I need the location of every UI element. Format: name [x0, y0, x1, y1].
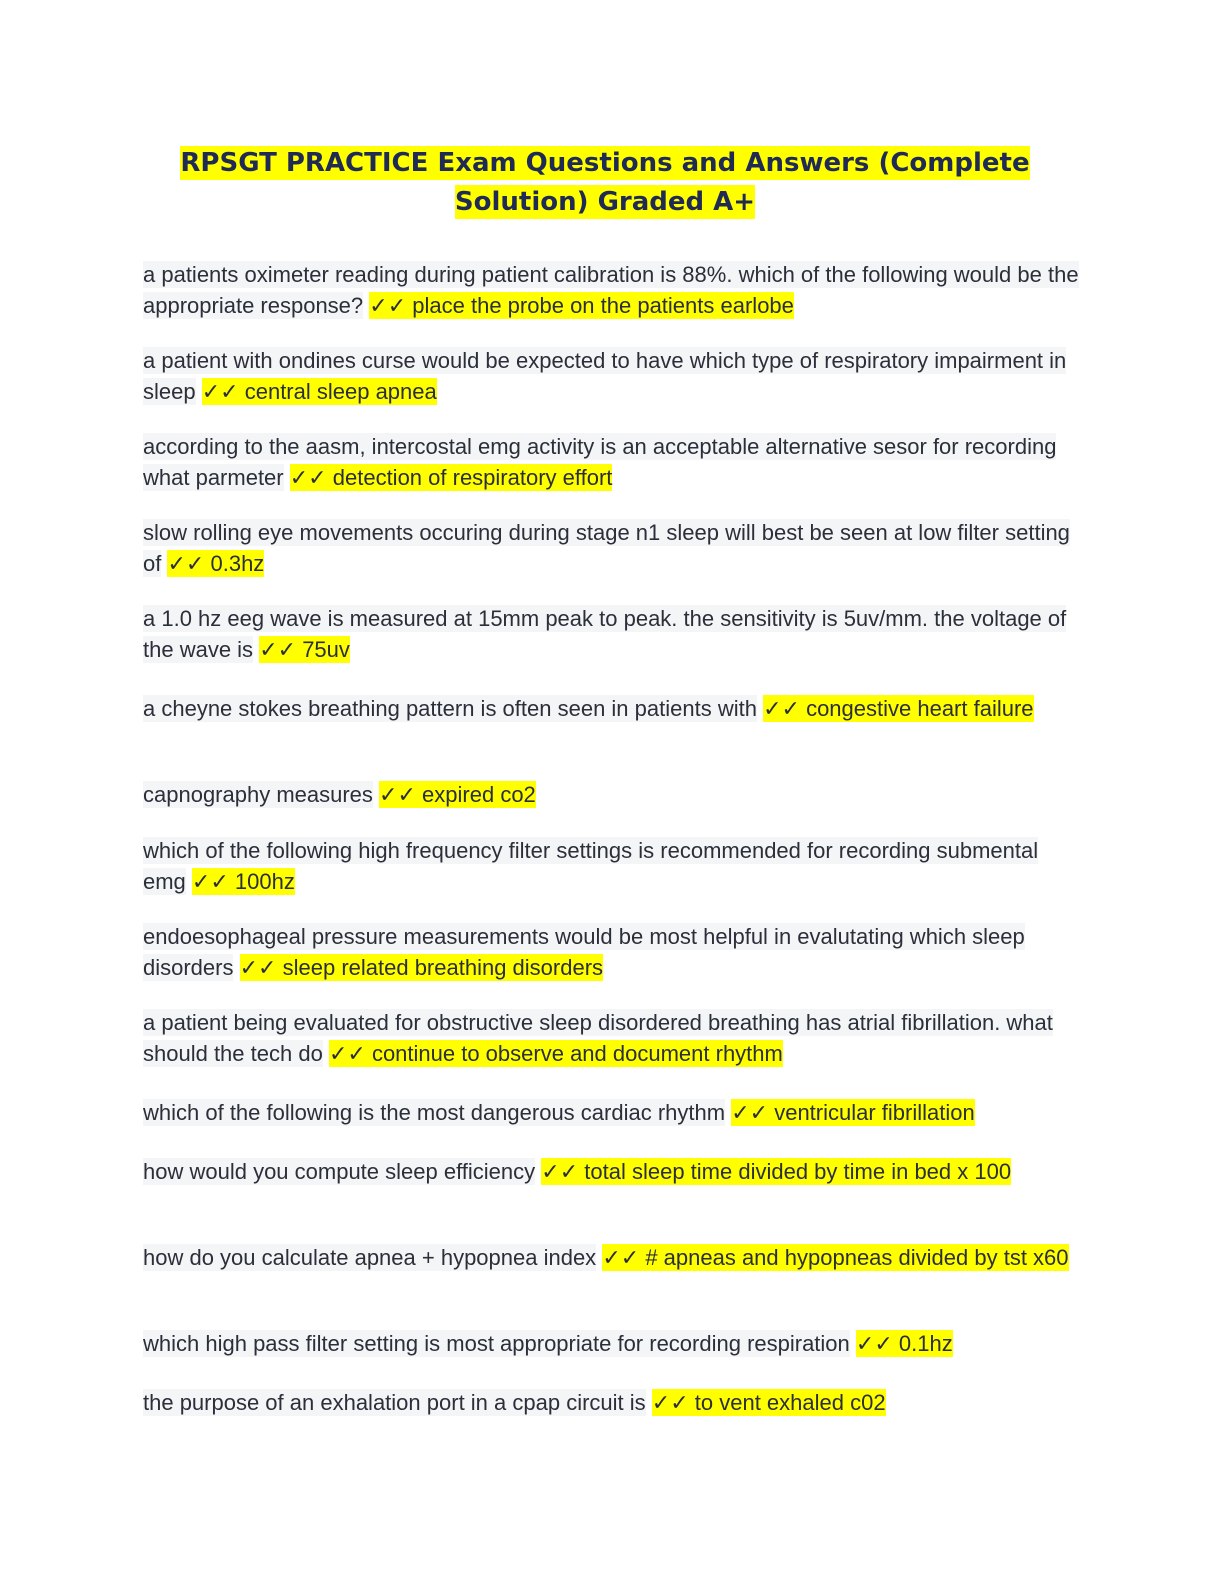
answer-highlight	[202, 378, 437, 405]
question-text: a cheyne stokes breathing pattern is often seen in patients with	[143, 696, 757, 721]
question-text: which high pass filter setting is most appropriate for recording respiration	[143, 1331, 850, 1356]
answer-highlight	[731, 1099, 975, 1126]
answer-text: total sleep time divided by time in bed x 100	[584, 1159, 1012, 1184]
answer-text: continue to observe and document rhythm	[371, 1041, 783, 1066]
check-mark-icon: ✓✓	[731, 1100, 769, 1125]
answer-highlight	[763, 695, 1033, 722]
qa-item-5	[143, 603, 1083, 665]
question-text: a 1.0 hz eeg wave is measured at 15mm peak to peak. the sensitivity is 5uv/mm. the voltage of the wave is	[143, 606, 1067, 662]
answer-text: place the probe on the patients earlobe	[412, 293, 794, 318]
question-text: capnography measures	[143, 782, 373, 807]
question-text: a patient with ondines curse would be expected to have which type of respiratory impairment in sleep	[143, 348, 1067, 404]
question-text: endoesophageal pressure measurements would be most helpful in evalutating which sleep disorders	[143, 924, 1025, 980]
check-mark-icon: ✓✓	[763, 696, 800, 721]
answer-highlight	[602, 1244, 1068, 1271]
answer-highlight	[329, 1040, 783, 1067]
answer-highlight	[240, 954, 603, 981]
answer-highlight	[167, 550, 264, 577]
document-title-text: RPSGT PRACTICE Exam Questions and Answers (Complete Solution) Graded A+	[180, 148, 1030, 217]
qa-item-10	[143, 1007, 1083, 1069]
answer-highlight	[541, 1158, 1011, 1185]
question-text: according to the aasm, intercostal emg activity is an acceptable alternative sesor for recording what parmeter	[143, 434, 1057, 490]
answer-text: 75uv	[302, 637, 350, 662]
answer-text: sleep related breathing disorders	[282, 955, 604, 980]
qa-item-15	[143, 1387, 1083, 1418]
qa-item-13	[143, 1242, 1083, 1273]
question-text: the purpose of an exhalation port in a cpap circuit is	[143, 1390, 646, 1415]
qa-item-1	[143, 259, 1083, 321]
answer-text: ventricular fibrillation	[774, 1100, 975, 1125]
check-mark-icon: ✓✓	[259, 637, 297, 662]
check-mark-icon: ✓✓	[289, 465, 327, 490]
answer-text: to vent exhaled c02	[694, 1390, 886, 1415]
question-text: how would you compute sleep efficiency	[143, 1159, 536, 1184]
answer-highlight	[259, 636, 350, 663]
qa-item-6	[143, 693, 1083, 724]
answer-text: 100hz	[234, 869, 295, 894]
question-text: a patients oximeter reading during patient calibration is 88%. which of the following would be the appropriate response?	[143, 262, 1079, 318]
answer-highlight	[652, 1389, 886, 1416]
answer-text: detection of respiratory effort	[332, 465, 613, 490]
check-mark-icon: ✓✓	[602, 1245, 640, 1270]
qa-item-14	[143, 1328, 1083, 1359]
qa-item-9	[143, 921, 1083, 983]
check-mark-icon: ✓✓	[239, 955, 277, 980]
check-mark-icon: ✓✓	[328, 1041, 366, 1066]
answer-text: central sleep apnea	[244, 379, 437, 404]
question-text: which of the following is the most dangerous cardiac rhythm	[143, 1100, 726, 1125]
answer-text: expired co2	[422, 782, 536, 807]
question-text: how do you calculate apnea + hypopnea index	[143, 1245, 597, 1270]
answer-highlight	[290, 464, 613, 491]
qa-item-3	[143, 431, 1083, 493]
check-mark-icon: ✓✓	[201, 379, 239, 404]
check-mark-icon: ✓✓	[369, 293, 407, 318]
question-text: a patient being evaluated for obstructive sleep disordered breathing has atrial fibrillation. what should the tech do	[143, 1010, 1053, 1066]
check-mark-icon: ✓✓	[379, 782, 416, 807]
answer-text: congestive heart failure	[806, 696, 1034, 721]
qa-item-8	[143, 835, 1083, 897]
answer-highlight	[192, 868, 295, 895]
answer-highlight	[379, 781, 536, 808]
check-mark-icon: ✓✓	[191, 869, 229, 894]
check-mark-icon: ✓✓	[855, 1331, 893, 1356]
check-mark-icon: ✓✓	[651, 1390, 689, 1415]
qa-item-2	[143, 345, 1083, 407]
check-mark-icon: ✓✓	[167, 551, 205, 576]
question-text: slow rolling eye movements occuring during stage n1 sleep will best be seen at low filter setting of	[143, 520, 1070, 576]
answer-text: 0.3hz	[210, 551, 265, 576]
qa-item-12	[143, 1156, 1083, 1187]
document-title	[140, 144, 1070, 222]
qa-item-7	[143, 779, 1083, 810]
question-text: which of the following high frequency filter settings is recommended for recording submental emg	[143, 838, 1039, 894]
answer-highlight	[369, 292, 794, 319]
qa-item-4	[143, 517, 1083, 579]
qa-item-11	[143, 1097, 1083, 1128]
answer-text: 0.1hz	[898, 1331, 953, 1356]
check-mark-icon: ✓✓	[541, 1159, 579, 1184]
answer-text: # apneas and hypopneas divided by tst x60	[645, 1245, 1069, 1270]
answer-highlight	[856, 1330, 953, 1357]
